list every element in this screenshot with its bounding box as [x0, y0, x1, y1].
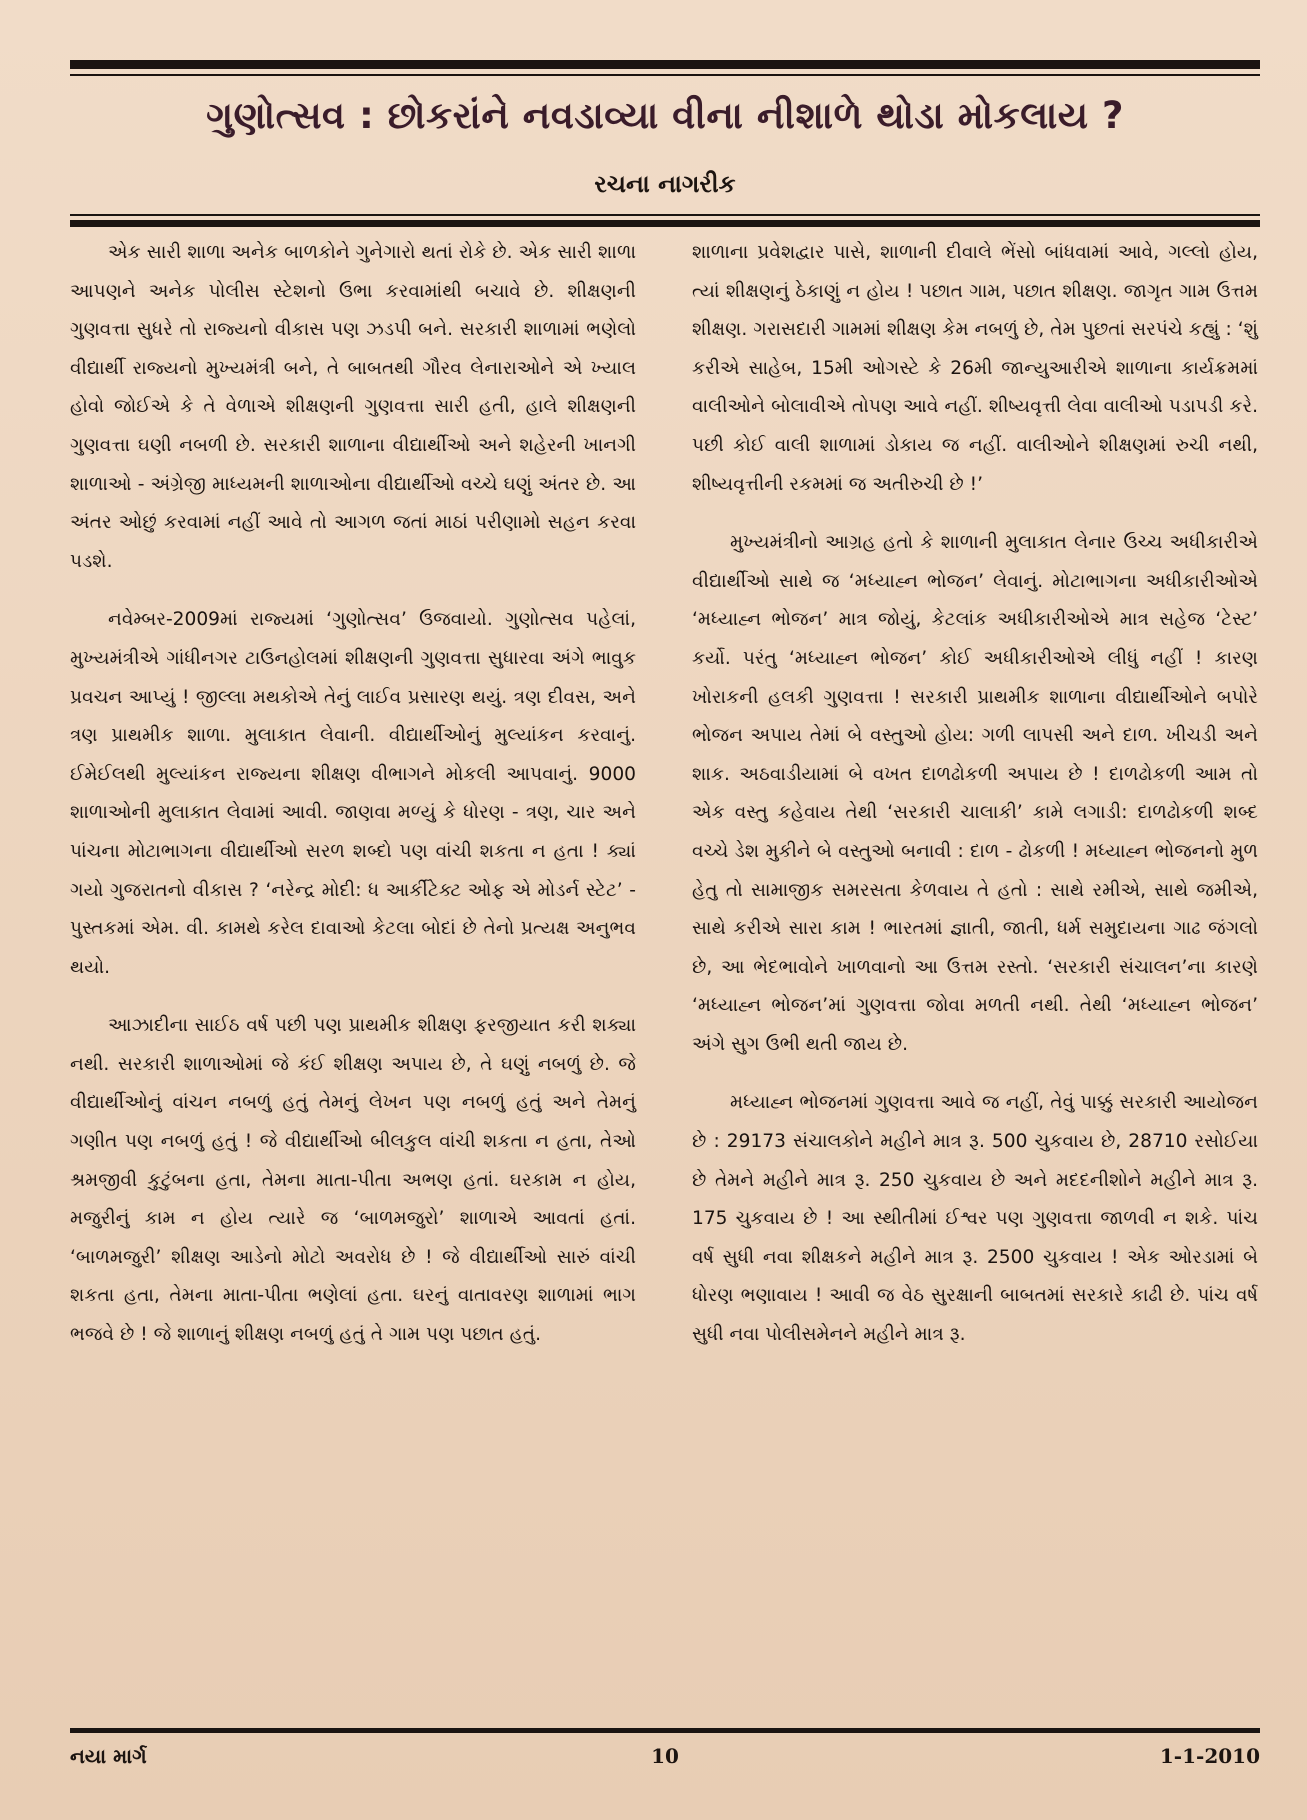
- paragraph: મુખ્યમંત્રીનો આગ્રહ હતો કે શાળાની મુલાકાત લેનાર ઉચ્ચ અધીકારીએ વીદ્યાર્થીઓ સાથે જ ‘મધ્યાહ્ન ભોજન’ લેવાનું. મોટાભાગના અધીકારીઓએ ‘મધ્યાહ્ન ભોજન’ માત્ર જોયું, કેટલાંક અધીકારીઓએ માત્ર સહેજ ‘ટેસ્ટ’ કર્યો. પરંતુ ‘મધ્યાહ્ન ભોજન’ કોઈ અધીકારીઓએ લીધું નહીં ! કારણ ખોરાકની હલકી ગુણવત્તા ! સરકારી પ્રાથમીક શાળાના વીદ્યાર્થીઓને બપોરે ભોજન અપાય તેમાં બે વસ્તુઓ હોય: ગળી લાપસી અને દાળ. ખીચડી અને શાક. અઠવાડીયામાં બે વખત દાળઢોકળી અપાય છે ! દાળઢોકળી આમ તો એક વસ્તુ કહેવાય તેથી ‘સરકારી ચાલાકી’ કામે લગાડી: દાળઢોકળી શબ્દ વચ્ચે ડેશ મુકીને બે વસ્તુઓ બનાવી : દાળ - ઢોકળી ! મધ્યાહ્ન ભોજનનો મુળ હેતુ તો સામાજીક સમરસતા કેળવાય તે હતો : સાથે રમીએ, સાથે જમીએ, સાથે કરીએ સારા કામ ! ભારતમાં જ્ઞાતી, જાતી, ધર્મ સમુદાયના ગાઢ જંગલો છે, આ ભેદભાવોને ખાળવાનો આ ઉત્તમ રસ્તો. ‘સરકારી સંચાલન’ના કારણે ‘મધ્યાહ્ન ભોજન’માં ગુણવત્તા જોવા મળતી નથી. તેથી ‘મધ્યાહ્ન ભોજન’ અંગે સુગ ઉભી થતી જાય છે.: [692, 532, 1258, 1055]
- article-author: રચના નાગરીક: [594, 170, 736, 198]
- publication-name: નયા માર્ગ: [70, 1744, 147, 1768]
- paragraph: શાળાના પ્રવેશદ્વાર પાસે, શાળાની દીવાલે ભેંસો બાંધવામાં આવે, ગલ્લો હોય, ત્યાં શીક્ષણનું ઠેકાણું ન હોય ! પછાત ગામ, પછાત શીક્ષણ. જાગૃત ગામ ઉત્તમ શીક્ષણ. ગરાસદારી ગામમાં શીક્ષણ કેમ નબળું છે, તેમ પુછતાં સરપંચે કહ્યું : ‘શું કરીએ સાહેબ, 15મી ઓગસ્ટે કે 26મી જાન્યુઆરીએ શાળાના કાર્યક્રમમાં વાલીઓને બોલાવીએ તોપણ આવે નહીં. શીષ્યવૃત્તી લેવા વાલીઓ પડાપડી કરે. પછી કોઈ વાલી શાળામાં ડોકાય જ નહીં. વાલીઓને શીક્ષણમાં રુચી નથી, શીષ્યવૃત્તીની રકમમાં જ અતીરુચી છે !’: [692, 242, 1258, 495]
- page-footer: [70, 1738, 1260, 1782]
- issue-date: 1-1-2010: [1159, 1744, 1260, 1768]
- header-rule-thin: [70, 214, 1260, 216]
- left-column: [70, 234, 636, 1375]
- paragraph: એક સારી શાળા અનેક બાળકોને ગુનેગારો થતાં રોકે છે. એક સારી શાળા આપણને અનેક પોલીસ સ્ટેશનો ઉભા કરવામાંથી બચાવે છે. શીક્ષણની ગુણવત્તા સુધરે તો રાજ્યનો વીકાસ પણ ઝડપી બને. સરકારી શાળામાં ભણેલો વીદ્યાર્થી રાજ્યનો મુખ્યમંત્રી બને, તે બાબતથી ગૌરવ લેનારાઓને એ ખ્યાલ હોવો જોઈએ કે તે વેળાએ શીક્ષણની ગુણવત્તા સારી હતી, હાલે શીક્ષણની ગુણવત્તા ઘણી નબળી છે. સરકારી શાળાના વીદ્યાર્થીઓ અને શહેરની ખાનગી શાળાઓ - અંગ્રેજી માધ્યમની શાળાઓના વીદ્યાર્થીઓ વચ્ચે ઘણું અંતર છે. આ અંતર ઓછું કરવામાં નહીં આવે તો આગળ જતાં માઠાં પરીણામો સહન કરવા પડશે.: [70, 242, 636, 572]
- paragraph: મધ્યાહ્ન ભોજનમાં ગુણવત્તા આવે જ નહીં, તેવું પાક્કું સરકારી આયોજન છે : 29173 સંચાલકોને મહીને માત્ર રૂ. 500 ચુકવાય છે, 28710 રસોઈયા છે તેમને મહીને માત્ર રૂ. 250 ચુકવાય છે અને મદદનીશોને મહીને માત્ર રૂ. 175 ચુકવાય છે ! આ સ્થીતીમાં ઈશ્વર પણ ગુણવત્તા જાળવી ન શકે. પાંચ વર્ષ સુધી નવા શીક્ષકને મહીને માત્ર રૂ. 2500 ચુકવાય ! એક ઓરડામાં બે ધોરણ ભણાવાય ! આવી જ વેઠ સુરક્ષાની બાબતમાં સરકારે કાઢી છે. પાંચ વર્ષ સુધી નવા પોલીસમેનને મહીને માત્ર રૂ.: [692, 1092, 1258, 1346]
- footer-rule: [70, 1728, 1260, 1733]
- top-rule: [70, 60, 1260, 69]
- page-number: 10: [651, 1744, 679, 1768]
- header-rule: [70, 220, 1260, 227]
- article-title: ગુણોત્સવ : છોકરાંને નવડાવ્યા વીના નીશાળે થોડા મોકલાય ?: [206, 94, 1124, 137]
- paragraph: આઝાદીના સાઈઠ વર્ષ પછી પણ પ્રાથમીક શીક્ષણ ફરજીયાત કરી શક્યા નથી. સરકારી શાળાઓમાં જે કંઈ શીક્ષણ અપાય છે, તે ઘણું નબળું છે. જે વીદ્યાર્થીઓનું વાંચન નબળું હતું તેમનું લેખન પણ નબળું હતું અને તેમનું ગણીત પણ નબળું હતું ! જે વીદ્યાર્થીઓ બીલકુલ વાંચી શકતા ન હતા, તેઓ શ્રમજીવી કુટુંબના હતા, તેમના માતા-પીતા અભણ હતાં. ઘરકામ ન હોય, મજુરીનું કામ ન હોય ત્યારે જ ‘બાળમજુરો’ શાળાએ આવતાં હતાં. ‘બાળમજુરી’ શીક્ષણ આડેનો મોટો અવરોધ છે ! જે વીદ્યાર્થીઓ સારું વાંચી શકતા હતા, તેમના માતા-પીતા ભણેલાં હતા. ઘરનું વાતાવરણ શાળામાં ભાગ ભજવે છે ! જે શાળાનું શીક્ષણ નબળું હતું તે ગામ પણ પછાત હતું.: [70, 1015, 636, 1346]
- top-rule-thin: [70, 74, 1260, 76]
- paragraph: નવેમ્બર-2009માં રાજ્યમાં ‘ગુણોત્સવ’ ઉજવાયો. ગુણોત્સવ પહેલાં, મુખ્યમંત્રીએ ગાંધીનગર ટાઉનહોલમાં શીક્ષણની ગુણવત્તા સુધારવા અંગે ભાવુક પ્રવચન આપ્યું ! જીલ્લા મથકોએ તેનું લાઈવ પ્રસારણ થયું. ત્રણ દીવસ, અને ત્રણ પ્રાથમીક શાળા. મુલાકાત લેવાની. વીદ્યાર્થીઓનું મુલ્યાંકન કરવાનું. ઈમેઈલથી મુલ્યાંકન રાજ્યના શીક્ષણ વીભાગને મોકલી આપવાનું. 9000 શાળાઓની મુલાકાત લેવામાં આવી. જાણવા મળ્યું કે ધોરણ - ત્રણ, ચાર અને પાંચના મોટાભાગના વીદ્યાર્થીઓ સરળ શબ્દો પણ વાંચી શકતા ન હતા ! ક્યાં ગયો ગુજરાતનો વીકાસ ? ‘નરેન્દ્ર મોદી: ધ આર્કીટેક્ટ ઓફ એ મોડર્ન સ્ટેટ’ - પુસ્તકમાં એમ. વી. કામથે કરેલ દાવાઓ કેટલા બોદાં છે તેનો પ્રત્યક્ષ અનુભવ થયો.: [70, 609, 636, 978]
- right-column: [692, 234, 1258, 1375]
